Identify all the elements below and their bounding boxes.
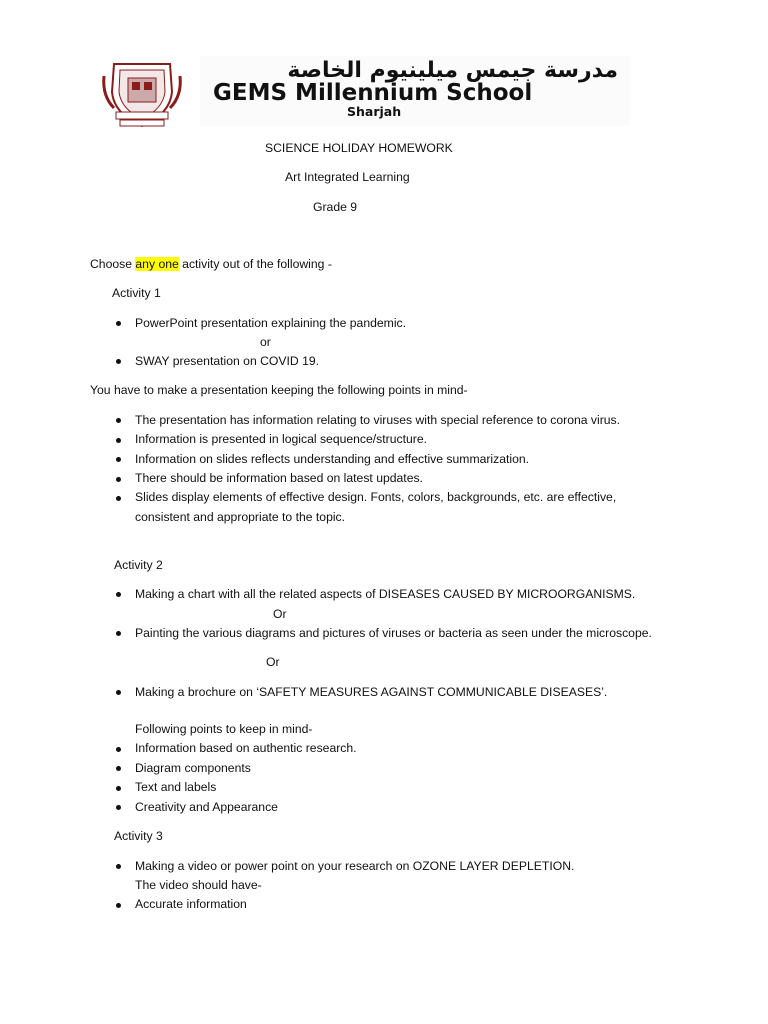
activity1-point: There should be information based on latest updates. [135, 471, 423, 485]
school-name: GEMS Millennium School [213, 80, 533, 106]
activity2-or2: Or [266, 655, 280, 669]
bullet-icon [116, 864, 121, 869]
bullet-icon [116, 903, 121, 908]
activity1-point-continued: consistent and appropriate to the topic. [135, 510, 346, 524]
activity2-option1: Making a chart with all the related aspects of DISEASES CAUSED BY MICROORGANISMS. [135, 587, 636, 601]
bullet-icon [116, 766, 121, 771]
activity1-point: Information on slides reflects understanding and effective summarization. [135, 452, 530, 466]
bullet-icon [116, 321, 121, 326]
bullet-icon [116, 457, 121, 462]
activity2-or1: Or [273, 607, 287, 621]
bullet-icon [116, 438, 121, 443]
school-crest-logo [100, 56, 184, 130]
bullet-icon [116, 631, 121, 636]
activity2-point: Diagram components [135, 761, 251, 775]
intro-line [90, 257, 332, 272]
bullet-icon [116, 359, 121, 364]
activity1-option1: PowerPoint presentation explaining the pandemic. [135, 316, 407, 330]
activity1-point: The presentation has information relating to viruses with special reference to corona virus. [135, 413, 621, 427]
activity2-point: Creativity and Appearance [135, 800, 278, 814]
activity1-point: Information is presented in logical sequence/structure. [135, 432, 427, 446]
activity2-option2: Painting the various diagrams and pictures of viruses or bacteria as seen under the microscope. [135, 626, 652, 640]
bullet-icon [116, 496, 121, 501]
activity2-option3: Making a brochure on ‘SAFETY MEASURES AGAINST COMMUNICABLE DISEASES’. [135, 685, 608, 699]
activity3-video-intro: The video should have- [135, 878, 262, 892]
activity1-heading: Activity 1 [112, 286, 161, 300]
activity1-points-intro: You have to make a presentation keeping the following points in mind- [90, 383, 468, 397]
intro-highlight: any one [135, 257, 179, 271]
activity3-point: Accurate information [135, 897, 247, 911]
intro-prefix: Choose [90, 257, 136, 271]
doc-title: SCIENCE HOLIDAY HOMEWORK [265, 141, 453, 155]
activity1-point: Slides display elements of effective design. Fonts, colors, backgrounds, etc. are effective, [135, 490, 617, 504]
bullet-icon [116, 747, 121, 752]
school-city: Sharjah [347, 104, 402, 119]
bullet-icon [116, 477, 121, 482]
bullet-icon [116, 418, 121, 423]
bullet-icon [116, 805, 121, 810]
bullet-icon [116, 592, 121, 597]
bullet-icon [116, 690, 121, 695]
activity3-option1: Making a video or power point on your research on OZONE LAYER DEPLETION. [135, 859, 575, 873]
activity2-point: Information based on authentic research. [135, 741, 357, 755]
activity1-option2: SWAY presentation on COVID 19. [135, 354, 320, 368]
bullet-icon [116, 786, 121, 791]
school-name-arabic: مدرسة جيمس ميلينيوم الخاصة [287, 58, 618, 83]
intro-suffix: activity out of the following - [178, 257, 332, 271]
doc-subtitle: Art Integrated Learning [285, 170, 410, 184]
activity2-point: Text and labels [135, 780, 217, 794]
activity2-points-intro: Following points to keep in mind- [135, 722, 313, 736]
activity2-heading: Activity 2 [114, 558, 163, 572]
doc-grade: Grade 9 [313, 200, 358, 214]
activity3-heading: Activity 3 [114, 829, 163, 843]
activity1-or: or [260, 335, 271, 349]
